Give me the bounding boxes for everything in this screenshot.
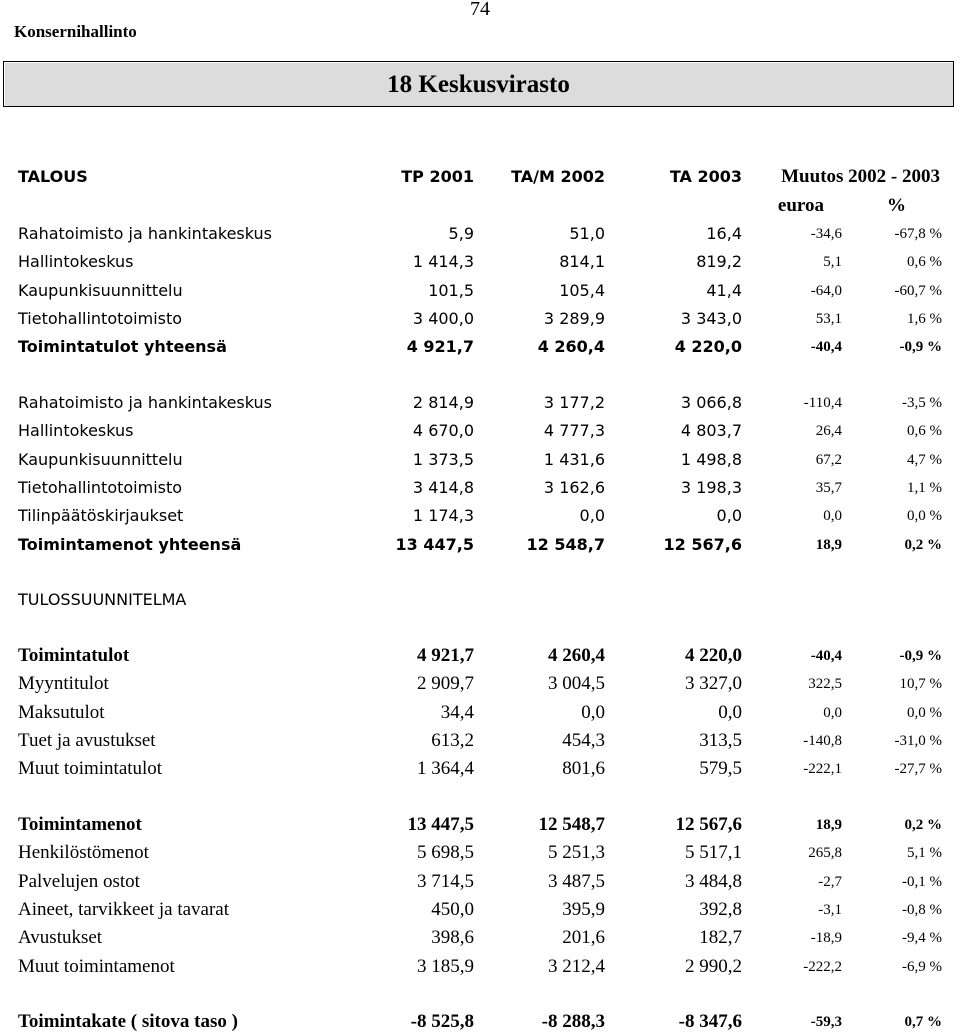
cell-muutos-pct: 1,6 % xyxy=(907,310,942,327)
cell-ta2003: 0,0 xyxy=(718,701,742,723)
cell-ta2003: 12 567,6 xyxy=(675,814,742,835)
cell-ta2003: 4 220,0 xyxy=(674,337,742,357)
section-heading-tulossuunnitelma: TULOSSUUNNITELMA xyxy=(18,590,187,609)
cell-muutos-pct: 0,7 % xyxy=(904,1014,942,1030)
cell-ta2002: 3 177,2 xyxy=(543,393,605,412)
cell-tp2001: 3 400,0 xyxy=(412,308,474,328)
row-label: Avustukset xyxy=(18,927,103,949)
cell-muutos-eur: 265,8 xyxy=(808,845,842,862)
cell-ta2003: 5 517,1 xyxy=(685,842,742,864)
cell-ta2002: 801,6 xyxy=(562,758,605,780)
row-label: Tilinpäätöskirjaukset xyxy=(18,506,184,526)
cell-ta2002: 12 548,7 xyxy=(526,534,605,554)
cell-ta2002: 4 260,4 xyxy=(537,337,605,357)
cell-tp2001: 4 921,7 xyxy=(417,645,474,666)
cell-muutos-eur: 0,0 xyxy=(823,508,842,525)
cell-muutos-eur: 35,7 xyxy=(815,479,842,496)
cell-muutos-eur: -222,1 xyxy=(803,761,842,778)
table-row xyxy=(0,390,960,416)
cell-muutos-pct: -0,9 % xyxy=(899,648,942,664)
cell-tp2001: 1 373,5 xyxy=(412,449,474,469)
table-row xyxy=(0,954,960,980)
cell-tp2001: 398,6 xyxy=(431,927,474,949)
table-row xyxy=(0,897,960,923)
cell-tp2001: 2 909,7 xyxy=(417,673,474,695)
cell-tp2001: 1 414,3 xyxy=(412,252,474,272)
cell-ta2003: 41,4 xyxy=(706,280,742,300)
cell-ta2002: 5 251,3 xyxy=(548,842,605,864)
cell-muutos-pct: 5,1 % xyxy=(907,845,942,862)
cell-ta2003: 12 567,6 xyxy=(663,534,742,554)
cell-ta2003: 182,7 xyxy=(699,927,742,949)
row-label: Tietohallintotoimisto xyxy=(18,308,183,328)
row-label: Muut toimintatulot xyxy=(18,758,163,780)
cell-muutos-eur: -3,1 xyxy=(818,901,842,918)
cell-tp2001: 34,4 xyxy=(440,701,474,723)
cell-ta2003: 392,8 xyxy=(699,898,742,920)
cell-muutos-pct: 0,2 % xyxy=(904,817,942,833)
cell-tp2001: 450,0 xyxy=(431,898,474,920)
cell-ta2002: 454,3 xyxy=(562,729,605,751)
cell-muutos-eur: -59,3 xyxy=(810,1014,842,1030)
cell-tp2001: 4 670,0 xyxy=(412,421,474,441)
row-label: Toimintakate ( sitova taso ) xyxy=(18,1011,238,1032)
row-label: Rahatoimisto ja hankintakeskus xyxy=(18,224,273,243)
cell-tp2001: 13 447,5 xyxy=(395,534,474,554)
table-row xyxy=(0,869,960,895)
cell-ta2003: 3 198,3 xyxy=(680,477,742,497)
cell-muutos-eur: 322,5 xyxy=(808,676,842,693)
row-label: Toimintatulot yhteensä xyxy=(18,337,227,357)
cell-ta2003: 579,5 xyxy=(699,758,742,780)
table-row xyxy=(0,840,960,866)
row-label: Toimintamenot yhteensä xyxy=(18,534,242,554)
row-label: Tuet ja avustukset xyxy=(18,729,156,751)
row-label: Maksutulot xyxy=(18,701,105,723)
cell-muutos-eur: 5,1 xyxy=(823,254,842,271)
cell-muutos-pct: 0,6 % xyxy=(907,254,942,271)
cell-muutos-eur: 18,9 xyxy=(815,817,842,833)
row-label: Kaupunkisuunnittelu xyxy=(18,449,183,469)
col-header-pct: % xyxy=(887,195,906,216)
cell-ta2002: 4 260,4 xyxy=(548,645,605,666)
cell-muutos-eur: 18,9 xyxy=(815,536,842,553)
table-row xyxy=(0,221,960,247)
cell-tp2001: 3 714,5 xyxy=(417,870,474,892)
cell-muutos-pct: -27,7 % xyxy=(894,761,942,778)
cell-tp2001: 1 364,4 xyxy=(417,758,474,780)
cell-ta2002: 0,0 xyxy=(579,506,605,526)
cell-ta2002: 395,9 xyxy=(562,898,605,920)
cell-ta2003: 3 343,0 xyxy=(680,308,742,328)
cell-muutos-pct: -6,9 % xyxy=(902,958,942,975)
table-row xyxy=(0,532,960,558)
cell-muutos-pct: 0,0 % xyxy=(907,508,942,525)
cell-muutos-eur: -110,4 xyxy=(803,395,842,411)
cell-muutos-eur: 0,0 xyxy=(823,704,842,721)
cell-tp2001: 13 447,5 xyxy=(407,814,474,835)
cell-ta2003: 313,5 xyxy=(699,729,742,751)
cell-muutos-eur: -64,0 xyxy=(810,282,842,299)
table-row xyxy=(0,334,960,360)
row-label: Rahatoimisto ja hankintakeskus xyxy=(18,393,273,412)
cell-ta2002: 814,1 xyxy=(559,252,605,272)
row-label: Toimintatulot xyxy=(18,645,130,666)
table-row-toimintakate xyxy=(0,1009,960,1035)
row-label: Hallintokeskus xyxy=(18,421,134,441)
cell-ta2003: 2 990,2 xyxy=(685,955,742,977)
cell-muutos-pct: -9,4 % xyxy=(902,930,942,947)
cell-muutos-eur: -140,8 xyxy=(803,732,842,749)
row-label: Henkilöstömenot xyxy=(18,842,149,864)
table-row xyxy=(0,418,960,444)
cell-ta2003: 819,2 xyxy=(696,252,742,272)
table-row xyxy=(0,249,960,275)
cell-muutos-pct: -0,9 % xyxy=(899,339,942,356)
cell-ta2003: 0,0 xyxy=(716,506,742,526)
cell-muutos-eur: -40,4 xyxy=(810,648,842,664)
cell-tp2001: 5,9 xyxy=(448,224,474,243)
organization-name: Konsernihallinto xyxy=(14,22,137,41)
cell-tp2001: -8 525,8 xyxy=(410,1011,474,1032)
row-label: Toimintamenot xyxy=(18,814,142,835)
cell-ta2003: 16,4 xyxy=(706,224,742,243)
table-row xyxy=(0,278,960,304)
cell-tp2001: 5 698,5 xyxy=(417,842,474,864)
row-label: Kaupunkisuunnittelu xyxy=(18,280,183,300)
cell-tp2001: 4 921,7 xyxy=(406,337,474,357)
col-header-tp2001: TP 2001 xyxy=(401,167,474,186)
table-row xyxy=(0,925,960,951)
cell-ta2002: 201,6 xyxy=(562,927,605,949)
cell-muutos-pct: 0,0 % xyxy=(907,704,942,721)
cell-ta2002: 4 777,3 xyxy=(543,421,605,441)
cell-ta2002: 105,4 xyxy=(559,280,605,300)
table-row xyxy=(0,671,960,697)
cell-ta2002: 3 487,5 xyxy=(548,870,605,892)
cell-muutos-eur: 53,1 xyxy=(815,310,842,327)
cell-muutos-pct: 0,6 % xyxy=(907,423,942,440)
cell-tp2001: 101,5 xyxy=(428,280,474,300)
table-row xyxy=(0,306,960,332)
table-row xyxy=(0,447,960,473)
cell-muutos-eur: -18,9 xyxy=(810,930,842,947)
cell-muutos-pct: -3,5 % xyxy=(902,395,942,411)
cell-muutos-pct: 1,1 % xyxy=(907,479,942,496)
col-header-muutos: Muutos 2002 - 2003 xyxy=(781,166,940,187)
cell-ta2003: 3 484,8 xyxy=(685,870,742,892)
cell-ta2002: 12 548,7 xyxy=(538,814,605,835)
cell-muutos-eur: -2,7 xyxy=(818,873,842,890)
cell-muutos-eur: 26,4 xyxy=(815,423,842,440)
cell-muutos-pct: -31,0 % xyxy=(894,732,942,749)
cell-muutos-pct: 10,7 % xyxy=(899,676,942,693)
cell-tp2001: 1 174,3 xyxy=(412,506,474,526)
cell-muutos-eur: 67,2 xyxy=(815,451,842,468)
cell-muutos-pct: 4,7 % xyxy=(907,451,942,468)
row-label: Myyntitulot xyxy=(18,673,109,695)
cell-ta2003: 3 327,0 xyxy=(685,673,742,695)
col-header-euro: euroa xyxy=(777,195,824,216)
cell-ta2002: 3 162,6 xyxy=(543,477,605,497)
title-bar xyxy=(3,61,954,107)
table-row xyxy=(0,728,960,754)
cell-ta2002: 1 431,6 xyxy=(543,449,605,469)
cell-muutos-eur: -34,6 xyxy=(810,226,842,242)
cell-muutos-pct: 0,2 % xyxy=(904,536,942,553)
cell-ta2003: 3 066,8 xyxy=(680,393,742,412)
cell-tp2001: 613,2 xyxy=(431,729,474,751)
table-row xyxy=(0,643,960,669)
cell-ta2002: 3 212,4 xyxy=(548,955,605,977)
table-row xyxy=(0,812,960,838)
cell-ta2002: 0,0 xyxy=(581,701,605,723)
row-label: Tietohallintotoimisto xyxy=(18,477,183,497)
cell-ta2002: 3 289,9 xyxy=(543,308,605,328)
cell-muutos-pct: -0,1 % xyxy=(902,873,942,890)
cell-muutos-pct: -0,8 % xyxy=(902,901,942,918)
cell-ta2002: 51,0 xyxy=(569,224,605,243)
tulossuunnitelma-heading-row xyxy=(0,587,960,613)
table-row xyxy=(0,700,960,726)
row-label: Palvelujen ostot xyxy=(18,870,140,892)
cell-tp2001: 3 414,8 xyxy=(412,477,474,497)
cell-ta2003: 4 220,0 xyxy=(685,645,742,666)
page-title: 18 Keskusvirasto xyxy=(387,71,570,98)
row-label: Aineet, tarvikkeet ja tavarat xyxy=(18,898,230,920)
section-heading-talous: TALOUS xyxy=(18,167,88,186)
cell-ta2003: -8 347,6 xyxy=(678,1011,742,1032)
table-row xyxy=(0,503,960,529)
cell-tp2001: 3 185,9 xyxy=(417,955,474,977)
cell-muutos-eur: -222,2 xyxy=(803,958,842,975)
table-header-row xyxy=(0,164,960,190)
page-number: 74 xyxy=(470,0,490,20)
cell-muutos-eur: -40,4 xyxy=(810,339,842,356)
table-row xyxy=(0,475,960,501)
table-row xyxy=(0,756,960,782)
col-header-ta2003: TA 2003 xyxy=(669,167,742,186)
cell-tp2001: 2 814,9 xyxy=(412,393,474,412)
row-label: Muut toimintamenot xyxy=(18,955,175,977)
cell-ta2002: -8 288,3 xyxy=(541,1011,605,1032)
cell-muutos-pct: -60,7 % xyxy=(894,282,942,299)
col-header-ta2002: TA/M 2002 xyxy=(511,167,605,186)
table-subheader-row xyxy=(0,193,960,219)
row-label: Hallintokeskus xyxy=(18,252,134,272)
cell-ta2003: 1 498,8 xyxy=(680,449,742,469)
cell-ta2003: 4 803,7 xyxy=(680,421,742,441)
cell-muutos-pct: -67,8 % xyxy=(894,226,942,242)
cell-ta2002: 3 004,5 xyxy=(548,673,605,695)
